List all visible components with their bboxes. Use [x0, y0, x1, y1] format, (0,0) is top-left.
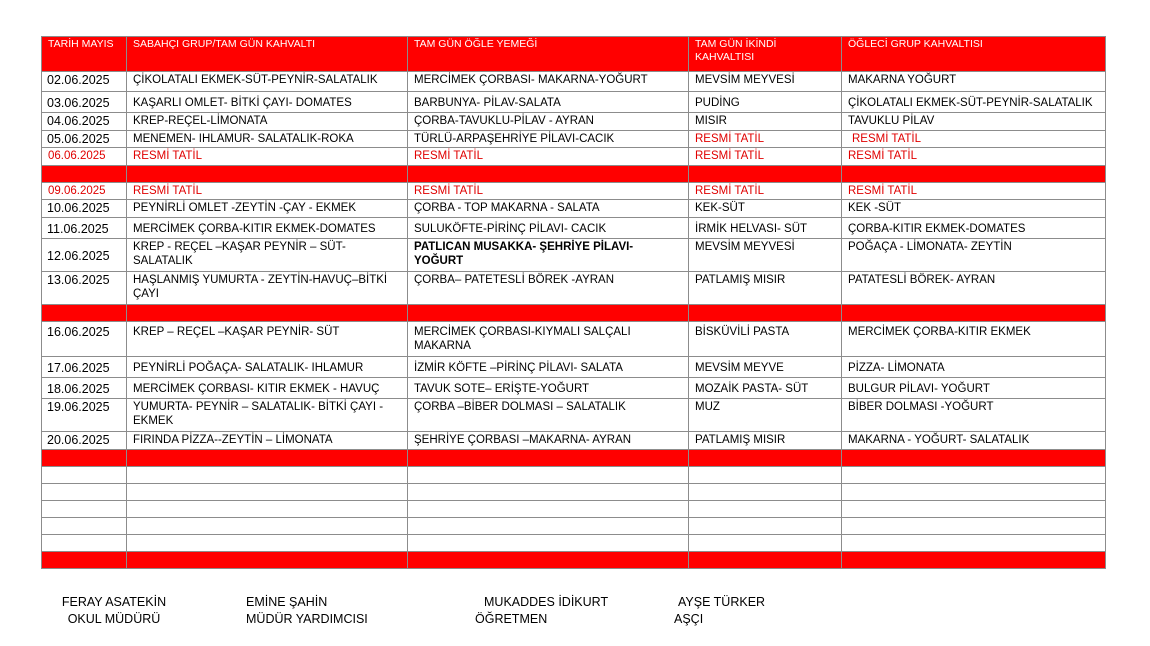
sabah-cell: MERCİMEK ÇORBASI- KITIR EKMEK - HAVUÇ [127, 378, 408, 399]
ikindi-cell: MISIR [689, 113, 842, 131]
sabah-cell: PEYNİRLİ OMLET -ZEYTİN -ÇAY - EKMEK [127, 200, 408, 218]
ogle-cell: ÇORBA-TAVUKLU-PİLAV - AYRAN [408, 113, 689, 131]
signature-title: AŞÇI [674, 612, 704, 626]
ogleci-cell: RESMİ TATİL [842, 148, 1106, 166]
signature-principal [54, 594, 174, 628]
ikindi-cell: BİSKÜVİLİ PASTA [689, 322, 842, 357]
empty-row [42, 501, 1106, 518]
header-date: TARİH MAYIS [42, 37, 127, 72]
ogleci-cell: BİBER DOLMASI -YOĞURT [842, 399, 1106, 432]
ogleci-cell: KEK -SÜT [842, 200, 1106, 218]
separator-row [42, 305, 1106, 322]
signature-title: OKUL MÜDÜRÜ [67, 612, 161, 626]
header-ikindi: TAM GÜN İKİNDİ KAHVALTISI [689, 37, 842, 72]
table-row [42, 183, 1106, 200]
table-row [42, 200, 1106, 218]
ogle-cell: TAVUK SOTE– ERİŞTE-YOĞURT [408, 378, 689, 399]
empty-row [42, 467, 1106, 484]
ogleci-cell: ÇİKOLATALI EKMEK-SÜT-PEYNİR-SALATALIK [842, 92, 1106, 113]
date-cell: 04.06.2025 [42, 113, 127, 131]
ikindi-cell: PUDİNG [689, 92, 842, 113]
separator-row [42, 552, 1106, 569]
table-row [42, 239, 1106, 272]
ogleci-cell: MAKARNA YOĞURT [842, 72, 1106, 92]
ogleci-cell: POĞAÇA - LİMONATA- ZEYTİN [842, 239, 1106, 272]
ogle-cell: PATLICAN MUSAKKA- ŞEHRİYE PİLAVI-YOĞURT [408, 239, 689, 272]
header-sabah: SABAHÇI GRUP/TAM GÜN KAHVALTI [127, 37, 408, 72]
separator-row [42, 166, 1106, 183]
ikindi-cell: MUZ [689, 399, 842, 432]
date-cell: 02.06.2025 [42, 72, 127, 92]
sabah-cell: KREP - REÇEL –KAŞAR PEYNİR – SÜT- SALATALIK [127, 239, 408, 272]
ogle-cell: ÇORBA - TOP MAKARNA - SALATA [408, 200, 689, 218]
ikindi-cell: MEVSİM MEYVE [689, 357, 842, 378]
date-cell: 09.06.2025 [42, 183, 127, 200]
ikindi-cell: KEK-SÜT [689, 200, 842, 218]
ikindi-cell: İRMİK HELVASI- SÜT [689, 218, 842, 239]
ogle-cell: MERCİMEK ÇORBASI- MAKARNA-YOĞURT [408, 72, 689, 92]
sabah-cell: KAŞARLI OMLET- BİTKİ ÇAYI- DOMATES [127, 92, 408, 113]
sabah-cell: MERCİMEK ÇORBA-KITIR EKMEK-DOMATES [127, 218, 408, 239]
menu-table [41, 36, 1106, 569]
ikindi-cell: RESMİ TATİL [689, 148, 842, 166]
date-cell: 17.06.2025 [42, 357, 127, 378]
header-ogleci: ÖĞLECİ GRUP KAHVALTISI [842, 37, 1106, 72]
ogle-cell: BARBUNYA- PİLAV-SALATA [408, 92, 689, 113]
date-cell: 18.06.2025 [42, 378, 127, 399]
ikindi-cell: PATLAMIŞ MISIR [689, 272, 842, 305]
empty-row [42, 484, 1106, 501]
date-cell: 06.06.2025 [42, 148, 127, 166]
table-row [42, 378, 1106, 399]
date-cell: 10.06.2025 [42, 200, 127, 218]
date-cell: 20.06.2025 [42, 432, 127, 450]
table-row [42, 272, 1106, 305]
ogle-cell: İZMİR KÖFTE –PİRİNÇ PİLAVI- SALATA [408, 357, 689, 378]
ogle-cell: RESMİ TATİL [408, 183, 689, 200]
ikindi-cell: RESMİ TATİL [689, 183, 842, 200]
ogleci-cell: TAVUKLU PİLAV [842, 113, 1106, 131]
ogle-cell: TÜRLÜ-ARPAŞEHRİYE PİLAVI-CACIK [408, 131, 689, 148]
signature-title: ÖĞRETMEN [475, 612, 548, 626]
table-row [42, 399, 1106, 432]
ogle-cell: ŞEHRİYE ÇORBASI –MAKARNA- AYRAN [408, 432, 689, 450]
ogleci-cell: PATATESLİ BÖREK- AYRAN [842, 272, 1106, 305]
empty-row [42, 535, 1106, 552]
ogleci-cell: BULGUR PİLAVI- YOĞURT [842, 378, 1106, 399]
ogle-cell: MERCİMEK ÇORBASI-KIYMALI SALÇALI MAKARNA [408, 322, 689, 357]
header-ogle: TAM GÜN ÖĞLE YEMEĞİ [408, 37, 689, 72]
table-row [42, 432, 1106, 450]
ogleci-cell: MERCİMEK ÇORBA-KITIR EKMEK [842, 322, 1106, 357]
ogleci-cell: RESMİ TATİL [842, 183, 1106, 200]
ikindi-cell: MEVSİM MEYVESİ [689, 72, 842, 92]
sabah-cell: ÇİKOLATALI EKMEK-SÜT-PEYNİR-SALATALIK [127, 72, 408, 92]
sabah-cell: YUMURTA- PEYNİR – SALATALIK- BİTKİ ÇAYI - EKMEK [127, 399, 408, 432]
sabah-cell: RESMİ TATİL [127, 148, 408, 166]
sabah-cell: MENEMEN- IHLAMUR- SALATALIK-ROKA [127, 131, 408, 148]
table-row [42, 131, 1106, 148]
sabah-cell: FIRINDA PİZZA--ZEYTİN – LİMONATA [127, 432, 408, 450]
ogleci-cell: MAKARNA - YOĞURT- SALATALIK [842, 432, 1106, 450]
sabah-cell: KREP – REÇEL –KAŞAR PEYNİR- SÜT [127, 322, 408, 357]
ogleci-cell: ÇORBA-KITIR EKMEK-DOMATES [842, 218, 1106, 239]
table-row [42, 218, 1106, 239]
signature-teacher [472, 594, 622, 628]
table-row [42, 357, 1106, 378]
ogle-cell: RESMİ TATİL [408, 148, 689, 166]
ogle-cell: SULUKÖFTE-PİRİNÇ PİLAVI- CACIK [408, 218, 689, 239]
ikindi-cell: MOZAİK PASTA- SÜT [689, 378, 842, 399]
signature-title: MÜDÜR YARDIMCISI [246, 612, 368, 626]
signature-name: FERAY ASATEKİN [61, 595, 167, 609]
date-cell: 05.06.2025 [42, 131, 127, 148]
header-row [42, 37, 1106, 72]
table-row [42, 113, 1106, 131]
date-cell: 13.06.2025 [42, 272, 127, 305]
sabah-cell: RESMİ TATİL [127, 183, 408, 200]
table-row [42, 72, 1106, 92]
table-row [42, 322, 1106, 357]
date-cell: 12.06.2025 [42, 239, 127, 272]
signature-name: AYŞE TÜRKER [678, 595, 766, 609]
ikindi-cell: MEVSİM MEYVESİ [689, 239, 842, 272]
ogle-cell: ÇORBA– PATETESLİ BÖREK -AYRAN [408, 272, 689, 305]
separator-row [42, 450, 1106, 467]
ikindi-cell: RESMİ TATİL [689, 131, 842, 148]
table-row [42, 148, 1106, 166]
date-cell: 03.06.2025 [42, 92, 127, 113]
date-cell: 16.06.2025 [42, 322, 127, 357]
table-row [42, 92, 1106, 113]
ogleci-cell: RESMİ TATİL [842, 131, 1106, 148]
signature-name: MUKADDES İDİKURT [484, 595, 609, 609]
signature-cook [672, 594, 792, 628]
sabah-cell: PEYNİRLİ POĞAÇA- SALATALIK- IHLAMUR [127, 357, 408, 378]
sabah-cell: HAŞLANMIŞ YUMURTA - ZEYTİN-HAVUÇ–BİTKİ ÇAYI [127, 272, 408, 305]
ogleci-cell: PİZZA- LİMONATA [842, 357, 1106, 378]
empty-row [42, 518, 1106, 535]
date-cell: 11.06.2025 [42, 218, 127, 239]
date-cell: 19.06.2025 [42, 399, 127, 432]
ikindi-cell: PATLAMIŞ MISIR [689, 432, 842, 450]
ogle-cell: ÇORBA –BİBER DOLMASI – SALATALIK [408, 399, 689, 432]
signature-vice-principal [236, 594, 382, 628]
sabah-cell: KREP-REÇEL-LİMONATA [127, 113, 408, 131]
signature-name: EMİNE ŞAHİN [246, 595, 328, 609]
